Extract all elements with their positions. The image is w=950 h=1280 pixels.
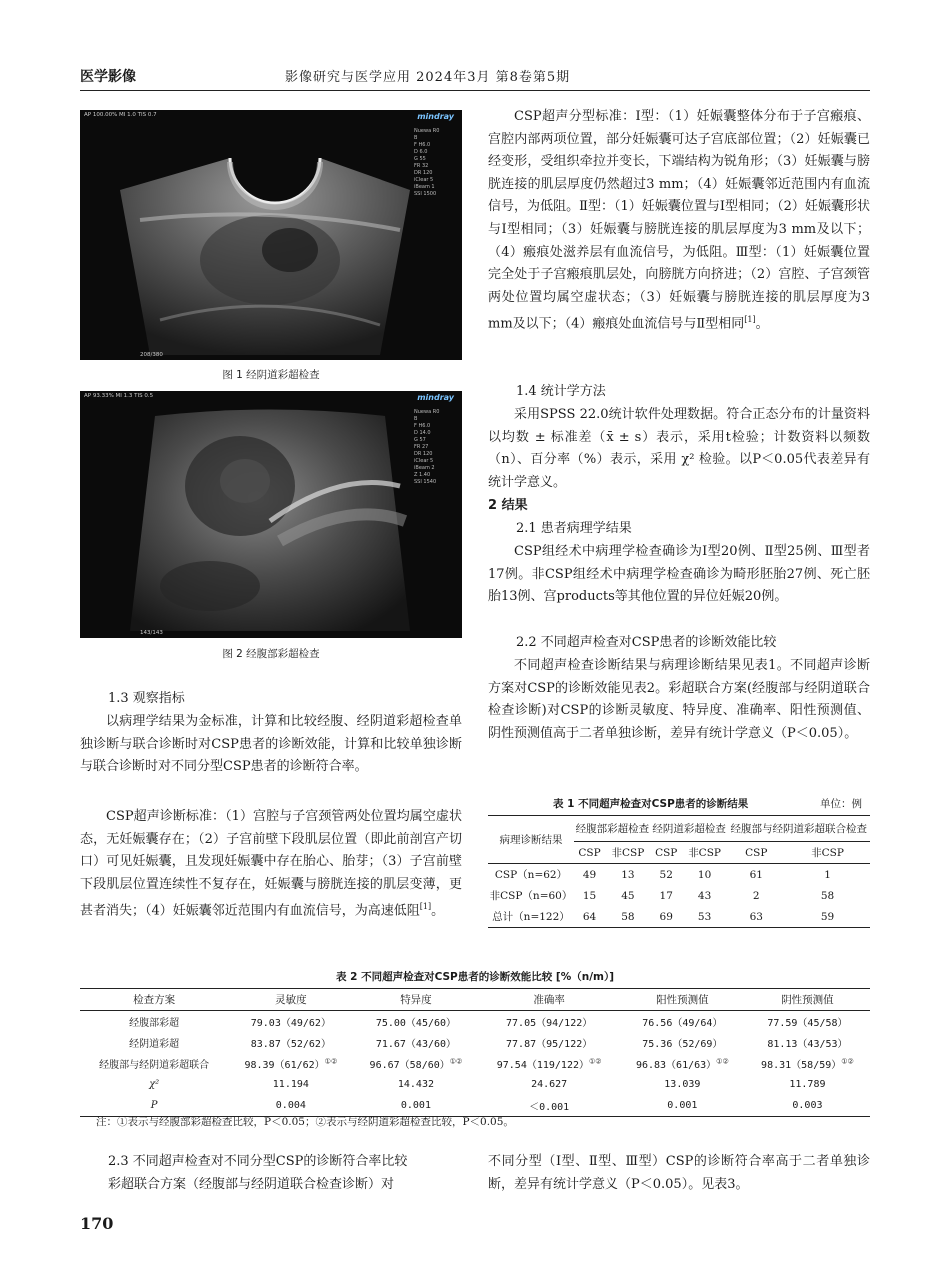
table-row: 经腹部彩超 79.03（49/62） 75.00（45/60） 77.05（94/122） 76.56（49/64） 77.59（45/58） xyxy=(129,1018,848,1029)
section-1-3-text: 以病理学结果为金标准，计算和比较经腹、经阴道彩超检查单独诊断与联合诊断时对CSP患者的诊断效能，计算和比较单独诊断与联合诊断时对不同分型CSP患者的诊断符合率。 xyxy=(80,714,462,775)
running-head xyxy=(80,64,870,91)
table-1-subhead: 非CSP xyxy=(811,847,844,859)
figure-1-ultrasound-image xyxy=(80,110,462,360)
section-1-4-title: 1.4 统计学方法 xyxy=(516,384,606,399)
table-row: 经阴道彩超 83.87（52/62） 71.67（43/60） 77.87（95/122） 75.36（52/69） 81.13（43/53） xyxy=(129,1039,848,1050)
table-1-rowhead: 病理诊断结果 xyxy=(488,816,574,864)
table-2-header: 阳性预测值 xyxy=(620,989,745,1011)
image-topbar: AP 100.00% MI 1.0 TIS 0.7 xyxy=(84,112,157,118)
table-1-subhead: CSP xyxy=(655,846,678,859)
section-2-1-title: 2.1 患者病理学结果 xyxy=(516,521,632,536)
table-1-group: 经腹部彩超检查 xyxy=(574,816,651,842)
figure-2-ultrasound-image xyxy=(80,391,462,638)
table-2-header: 检查方案 xyxy=(80,989,228,1011)
table-1-unit: 单位：例 xyxy=(820,798,862,810)
table-1-caption: 表 1 不同超声检查对CSP患者的诊断结果 xyxy=(553,798,749,810)
page-number: 170 xyxy=(80,1214,114,1233)
section-2-1-text: CSP组经术中病理学检查确诊为Ⅰ型20例、Ⅱ型25例、Ⅲ型者17例。非CSP组经术中病理学检查确诊为畸形胚胎27例、死亡胚胎13例、宫products等其他位置的异位妊娠20例。 xyxy=(488,544,870,605)
table-2-header: 灵敏度 xyxy=(228,989,353,1011)
diagnostic-criteria-text: CSP超声诊断标准：（1）宫腔与子宫颈管两处位置均属空虚状态，无妊娠囊存在；（2）子宫前壁下段肌层位置（即此前剖宫产切口）可见妊娠囊，且发现妊娠囊中存在胎心、胎芽；（3）子宫前壁下段肌层位置连续性不复存在，妊娠囊与膀胱连接的肌层变薄，更甚者消失；（4）妊娠囊邻近范围内有血流信号，为高速低阻[1]。 xyxy=(80,809,462,919)
table-2-header: 准确率 xyxy=(478,989,619,1011)
section-2-3-text-right: 不同分型（Ⅰ型、Ⅱ型、Ⅲ型）CSP的诊断符合率高于二者单独诊断，差异有统计学意义（P＜0.05）。见表3。 xyxy=(488,1154,870,1192)
section-2-2-title: 2.2 不同超声检查对CSP患者的诊断效能比较 xyxy=(516,635,777,650)
section-1-3-title: 1.3 观察指标 xyxy=(108,691,185,706)
table-2-header: 特异度 xyxy=(353,989,478,1011)
table-row: P 0.004 0.001 ＜0.001 0.001 0.003 xyxy=(80,1095,870,1117)
image-topbar: AP 93.33% MI 1.3 TIS 0.5 xyxy=(84,393,154,399)
table-2-note: 注：①表示与经腹部彩超检查比较，P＜0.05；②表示与经阴道彩超检查比较，P＜0.05。 xyxy=(96,1116,514,1128)
journal-name: 医学影像 xyxy=(80,69,136,85)
table-1 xyxy=(488,815,870,928)
table-1-group: 经阴道彩超检查 xyxy=(651,816,728,842)
mindray-logo: mindray xyxy=(417,112,454,121)
section-2-3-text-left: 彩超联合方案（经腹部与经阴道联合检查诊断）对 xyxy=(108,1177,395,1192)
section-2-3-title: 2.3 不同超声检查对不同分型CSP的诊断符合率比较 xyxy=(108,1154,408,1169)
section-1-4-text: 采用SPSS 22.0统计软件处理数据。符合正态分布的计量资料以均数 ± 标准差（x̄ ± s）表示，采用t检验；计数资料以频数（n）、百分率（%）表示，采用 χ² 检验。以P＜0.05代表差异有统计学意义。 xyxy=(488,407,870,490)
section-2-title: 2 结果 xyxy=(488,498,528,513)
table-2-header: 阴性预测值 xyxy=(745,989,870,1011)
table-2 xyxy=(80,988,870,1117)
issue-info: 影像研究与医学应用 2024年3月 第8卷第5期 xyxy=(285,70,571,85)
table-row: 非CSP（n=60） 15 45 17 43 2 58 xyxy=(489,889,835,902)
table-1-group: 经腹部与经阴道彩超联合检查 xyxy=(727,816,870,842)
table-1-subhead: CSP xyxy=(745,846,768,859)
frame-counter: 208/380 xyxy=(140,352,163,358)
frame-counter: 143/143 xyxy=(140,630,163,636)
table-row: CSP（n=62） 49 13 52 10 61 1 xyxy=(488,864,870,886)
figure-1-caption: 图 1 经阴道彩超检查 xyxy=(222,369,320,381)
table-row: χ² 11.194 14.432 24.627 13.039 11.789 xyxy=(149,1079,826,1090)
section-2-2-text: 不同超声检查诊断结果与病理诊断结果见表1。不同超声诊断方案对CSP的诊断效能见表2。彩超联合方案(经腹部与经阴道联合检查诊断)对CSP的诊断灵敏度、特异度、准确率、阳性预测值、阴性预测值高于二者单独诊断，差异有统计学意义（P＜0.05）。 xyxy=(488,658,870,741)
scan-params: Nuewa R0 B F H6.0 D 6.0 G 55 FR 32 DR 120 iClear 5 iBeam 1 SSI 1500 xyxy=(414,128,440,197)
table-1-subhead: 非CSP xyxy=(688,847,721,859)
table-1-subhead: CSP xyxy=(578,846,601,859)
scan-params: Nuewa R0 B F H6.0 D 14.0 G 57 FR 27 DR 120 iClear 5 iBeam 2 Z 1.40 SSI 1540 xyxy=(414,409,440,485)
mindray-logo: mindray xyxy=(417,393,454,402)
figure-2-caption: 图 2 经腹部彩超检查 xyxy=(222,648,320,660)
table-2-caption: 表 2 不同超声检查对CSP患者的诊断效能比较 [%（n/m）] xyxy=(335,971,615,983)
table-row: 经腹部与经阴道彩超联合 98.39（61/62）①② 96.67（58/60）①② 97.54（119/122）①② 96.83（61/63）①② 98.31（58/59）①② xyxy=(99,1057,854,1071)
table-1-subhead: 非CSP xyxy=(611,847,645,859)
table-row: 总计（n=122） 64 58 69 53 63 59 xyxy=(488,906,870,928)
typing-criteria-text: CSP超声分型标准：Ⅰ型：（1）妊娠囊整体分布于子宫瘢痕、宫腔内部两项位置，部分妊娠囊可达子宫底部位置；（2）妊娠囊已经变形，受组织牵拉并变长，下端结构为锐角形；（3）妊娠囊与膀胱连接的肌层厚度仍然超过3 mm；（4）妊娠囊邻近范围内有血流信号，为低阻。Ⅱ型：（1）妊娠囊位置与Ⅰ型相同；（2）妊娠囊形状与Ⅰ型相同；（3）妊娠囊与膀胱连接的肌层厚度为3 mm及以下；（4）瘢痕处滋养层有血流信号，为低阻。Ⅲ型：（1）妊娠囊位置完全处于子宫瘢痕肌层处，向膀胱方向挤进；（2）宫腔、子宫颈管两处位置均属空虚状态；（3）妊娠囊与膀胱连接的肌层厚度为3 mm及以下；（4）瘢痕处血流信号与Ⅱ型相同[1]。 xyxy=(488,109,870,332)
